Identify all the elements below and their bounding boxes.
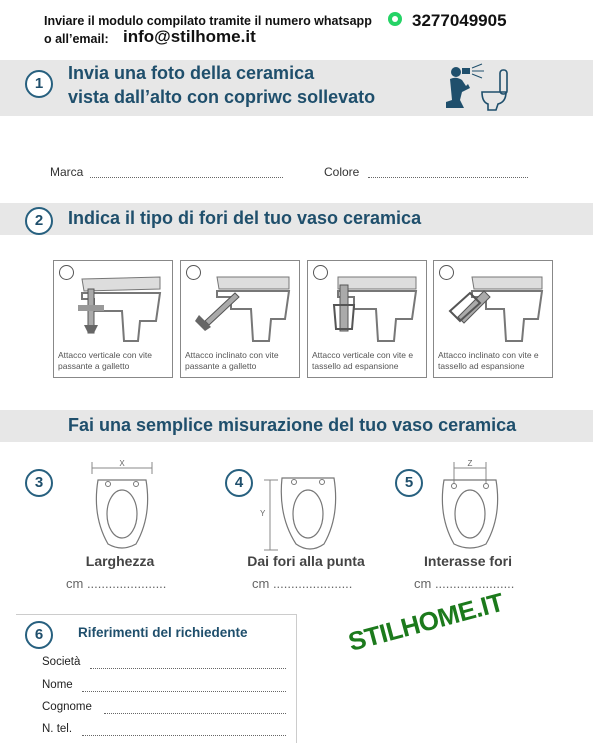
whatsapp-icon <box>388 12 402 26</box>
measure-3-number: 3 <box>25 469 53 497</box>
societa-label: Società <box>42 656 81 668</box>
photo-toilet-icon <box>442 62 514 112</box>
vertical-anchor-illustration <box>318 271 418 346</box>
nome-label: Nome <box>42 679 73 691</box>
dim-y-label: Y <box>260 509 266 518</box>
section-1-title-line1: Invia una foto della ceramica <box>68 63 315 83</box>
contact-email: info@stilhome.it <box>123 27 256 46</box>
inclined-anchor-illustration <box>444 271 544 346</box>
colore-field[interactable] <box>368 176 528 178</box>
telefono-label: N. tel. <box>42 723 73 735</box>
measure-3-label: Larghezza <box>85 553 155 569</box>
cognome-field[interactable] <box>104 712 286 714</box>
hole-type-option-2[interactable] <box>180 260 300 378</box>
contact-instructions: Inviare il modulo compilato tramite il numero whatsapp <box>44 14 372 28</box>
dim-x-label: X <box>119 459 125 468</box>
option-4-caption: Attacco inclinato con vite e tassello ad espansione <box>438 350 539 371</box>
measure-3-field[interactable]: cm ...................... <box>66 576 167 591</box>
email-prefix: o all’email: <box>44 32 109 46</box>
section-2-number: 2 <box>25 207 53 235</box>
marca-field[interactable] <box>90 176 283 178</box>
inclined-wingnut-illustration <box>191 271 291 346</box>
telefono-field[interactable] <box>82 734 286 736</box>
measure-5-label: Interasse fori <box>424 553 512 569</box>
toilet-seat-hole-spacing-diagram <box>436 456 504 552</box>
section-6-number: 6 <box>25 621 53 649</box>
hole-type-option-3[interactable] <box>307 260 427 378</box>
toilet-seat-width-diagram <box>84 456 160 552</box>
option-2-caption: Attacco inclinato con vite passante a galletto <box>185 350 279 371</box>
nome-field[interactable] <box>82 690 286 692</box>
section-6-title: Riferimenti del richiedente <box>78 625 248 640</box>
section-1-title-line2: vista dall’alto con copriwc sollevato <box>68 87 376 107</box>
hole-type-option-4[interactable] <box>433 260 553 378</box>
hole-type-option-1[interactable] <box>53 260 173 378</box>
toilet-seat-length-diagram <box>252 470 342 554</box>
colore-label: Colore <box>324 165 360 179</box>
option-1-caption: Attacco verticale con vite passante a galletto <box>58 350 153 371</box>
vertical-wingnut-illustration <box>64 271 164 346</box>
measure-4-number: 4 <box>225 469 253 497</box>
section-2-title: Indica il tipo di fori del tuo vaso ceramica <box>68 208 422 228</box>
marca-label: Marca <box>50 165 84 179</box>
societa-field[interactable] <box>90 667 286 669</box>
whatsapp-phone-number: 3277049905 <box>412 11 507 30</box>
measurement-title: Fai una semplice misurazione del tuo vaso ceramica <box>68 415 517 435</box>
dim-z-label: Z <box>467 459 473 468</box>
stilhome-watermark: STILHOME.IT <box>345 586 507 657</box>
measure-4-label: Dai fori alla punta <box>247 553 365 569</box>
measure-4-field[interactable]: cm ...................... <box>252 576 353 591</box>
section-1-number: 1 <box>25 70 53 98</box>
option-3-caption: Attacco verticale con vite e tassello ad espansione <box>312 350 414 371</box>
measure-5-field[interactable]: cm ...................... <box>414 576 515 591</box>
cognome-label: Cognome <box>42 701 92 713</box>
measure-5-number: 5 <box>395 469 423 497</box>
